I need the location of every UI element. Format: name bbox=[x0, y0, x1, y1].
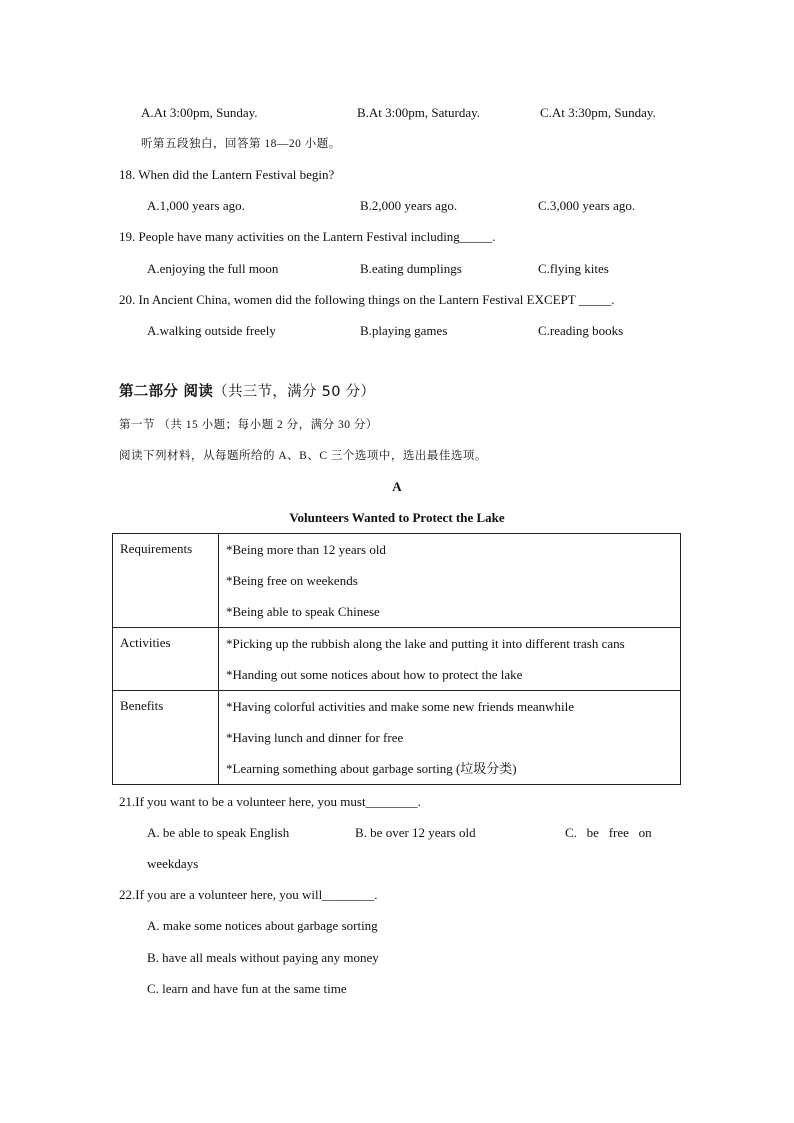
q22-stem: 22.If you are a volunteer here, you will________. bbox=[119, 887, 378, 902]
table-item: *Picking up the rubbish along the lake and putting it into different trash cans bbox=[226, 636, 625, 651]
table-row bbox=[113, 691, 681, 785]
passage-title: Volunteers Wanted to Protect the Lake bbox=[289, 510, 505, 525]
row-items bbox=[219, 534, 681, 628]
q17-option-a: A.At 3:00pm, Sunday. bbox=[141, 105, 258, 120]
q18-option-b: B.2,000 years ago. bbox=[360, 198, 458, 213]
q17-option-b: B.At 3:00pm, Saturday. bbox=[357, 105, 481, 120]
q19-option-a: A.enjoying the full moon bbox=[147, 261, 279, 276]
q20-option-b: B.playing games bbox=[360, 323, 448, 338]
q19-option-c: C.flying kites bbox=[538, 261, 609, 276]
q18-option-c: C.3,000 years ago. bbox=[538, 198, 636, 213]
q21-option-b: B. be over 12 years old bbox=[355, 825, 476, 840]
listening5-instruction: 听第五段独白，回答第 18—20 小题。 bbox=[141, 138, 341, 150]
table-item: *Handing out some notices about how to protect the lake bbox=[226, 667, 523, 682]
part2-heading bbox=[119, 383, 375, 401]
row-label: Activities bbox=[113, 628, 219, 691]
q20-stem: 20. In Ancient China, women did the following things on the Lantern Festival EXCEPT _____. bbox=[119, 292, 615, 307]
q18-option-a: A.1,000 years ago. bbox=[147, 198, 245, 213]
q22-option-c: C. learn and have fun at the same time bbox=[147, 981, 347, 996]
part2-title-paren: （共三节，满分 50 分） bbox=[213, 384, 376, 400]
table-item: *Being able to speak Chinese bbox=[226, 604, 380, 619]
row-label: Benefits bbox=[113, 691, 219, 785]
q20-option-c: C.reading books bbox=[538, 323, 624, 338]
table-row bbox=[113, 628, 681, 691]
q22-option-b: B. have all meals without paying any money bbox=[147, 950, 379, 965]
q22-option-a: A. make some notices about garbage sorting bbox=[147, 918, 378, 933]
q17-option-c: C.At 3:30pm, Sunday. bbox=[540, 105, 656, 120]
row-items bbox=[219, 691, 681, 785]
q18-stem: 18. When did the Lantern Festival begin? bbox=[119, 167, 335, 182]
table-item: *Learning something about garbage sorting (垃圾分类) bbox=[226, 761, 517, 776]
row-label: Requirements bbox=[113, 534, 219, 628]
table-item: *Having colorful activities and make some new friends meanwhile bbox=[226, 699, 575, 714]
section1-heading: 第一节 （共 15 小题；每小题 2 分，满分 30 分） bbox=[119, 419, 378, 431]
table-item: *Having lunch and dinner for free bbox=[226, 730, 404, 745]
volunteer-info-table bbox=[112, 533, 681, 785]
q19-stem: 19. People have many activities on the Lantern Festival including_____. bbox=[119, 229, 496, 244]
row-items bbox=[219, 628, 681, 691]
q21-option-c-continued: weekdays bbox=[147, 856, 199, 871]
passage-letter: A bbox=[392, 479, 402, 494]
q21-option-a: A. be able to speak English bbox=[147, 825, 290, 840]
q20-option-a: A.walking outside freely bbox=[147, 323, 276, 338]
q19-option-b: B.eating dumplings bbox=[360, 261, 462, 276]
q21-option-c: C. be free on bbox=[565, 825, 652, 840]
part2-title: 第二部分 阅读 bbox=[119, 384, 214, 400]
table-item: *Being more than 12 years old bbox=[226, 542, 386, 557]
q21-stem: 21.If you want to be a volunteer here, you must________. bbox=[119, 794, 421, 809]
table-row bbox=[113, 534, 681, 628]
table-item: *Being free on weekends bbox=[226, 573, 358, 588]
reading-instruction: 阅读下列材料，从每题所给的 A、B、C 三个选项中，选出最佳选项。 bbox=[119, 450, 487, 462]
